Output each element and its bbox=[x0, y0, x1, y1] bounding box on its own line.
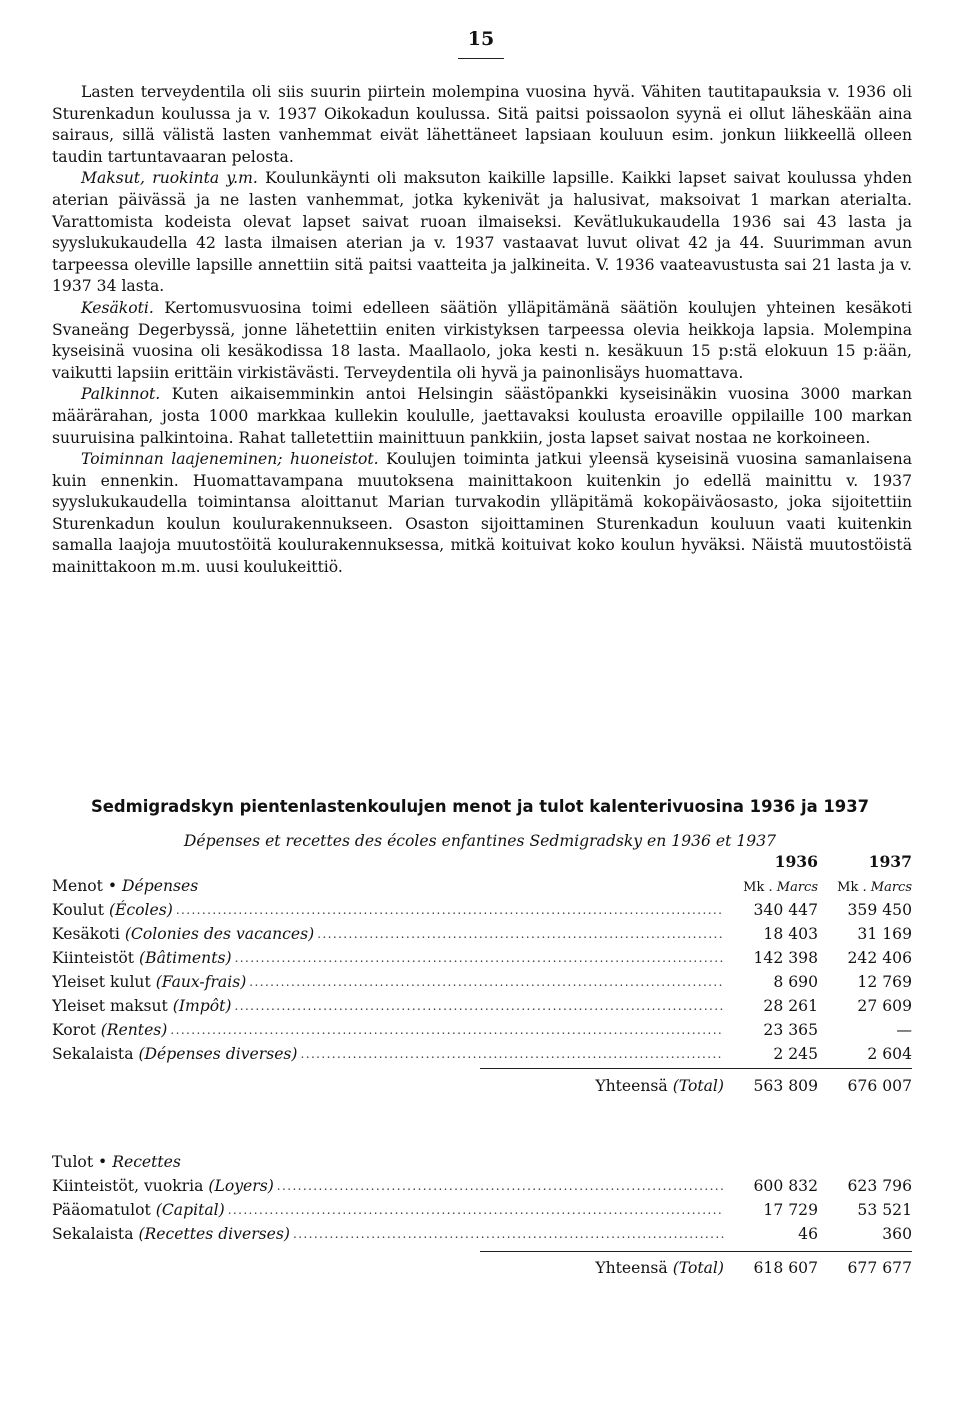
table-row: Kesäkoti (Colonies des vacances) ..... 18 403 31 169 bbox=[52, 922, 912, 946]
heading-fr: Recettes bbox=[112, 1153, 181, 1171]
dot-leader bbox=[314, 922, 724, 946]
income-table bbox=[52, 1150, 912, 1246]
paragraph-text: Lasten terveydentila oli siis suurin piirtein molempina vuosina hyvä. Vähiten tautitapauksia v. 1936 oli Sturenkadun koulussa ja v. 1937 Oikokadun koulussa. Sitä paitsi poissaolon syynä ei ollut läheskään aina sairaus, sillä välistä lasten vanhemmat eivät lähettäneet lapsiaan kouluun esim. jonkun liikkeellä olleen taudin tartuntavaaran pelosta. bbox=[52, 83, 912, 166]
dot-leader bbox=[173, 898, 724, 922]
value-1937: 53 521 bbox=[857, 1201, 912, 1219]
table-row: Koulut (Écoles) ..... 340 447 359 450 bbox=[52, 898, 912, 922]
total-row bbox=[52, 1074, 912, 1098]
total-1936: 618 607 bbox=[753, 1259, 818, 1277]
expenses-heading-row bbox=[52, 874, 912, 898]
paragraph-fees bbox=[52, 168, 912, 298]
dot-leader bbox=[274, 1174, 724, 1198]
table-row: Sekalaista (Dépenses diverses) ..... 2 245 2 604 bbox=[52, 1042, 912, 1066]
expenses-heading: Menot • Dépenses bbox=[52, 877, 199, 895]
value-1937: 27 609 bbox=[857, 997, 912, 1015]
total-row bbox=[52, 1256, 912, 1280]
body-text bbox=[52, 82, 912, 579]
value-1936: 2 245 bbox=[773, 1045, 818, 1063]
paragraph-text: Koulunkäynti oli maksuton kaikille lapsille. Kaikki lapset saivat koulussa yhden aterian päivässä ja ne lasten vanhemmat, jotka kykenivät ja halusivat, maksoivat 1 markan aterialta. Varattomista kodeista olevat lapset saivat ruoan ilmaiseksi. Kevätlukukaudella 1936 sai 43 lasta ja syyslukukaudella 42 lasta ilmaisen aterian ja v. 1937 vastaavat luvut olivat 42 ja 44. Suurimman avun tarpeessa oleville lapsille annettiin sitä paitsi vaatteita ja jalkineita. V. 1936 vaateavustusta sai 21 lasta ja v. 1937 34 lasta. bbox=[52, 169, 912, 296]
table-row: Kiinteistöt, vuokria (Loyers) ..... 600 832 623 796 bbox=[52, 1174, 912, 1198]
table-title: Sedmigradskyn pientenlastenkoulujen menot ja tulot kalenterivuosina 1936 ja 1937 bbox=[90, 797, 870, 816]
income-total bbox=[52, 1256, 912, 1280]
value-1936: 18 403 bbox=[763, 925, 818, 943]
paragraph-summer-home bbox=[52, 298, 912, 384]
income-heading-row bbox=[52, 1150, 912, 1174]
paragraph-prizes bbox=[52, 384, 912, 449]
value-1937: 360 bbox=[882, 1225, 912, 1243]
paragraph-lead: Maksut, ruokinta y.m. bbox=[81, 169, 258, 188]
dot-leader bbox=[232, 946, 724, 970]
value-1936: 8 690 bbox=[773, 973, 818, 991]
total-rule bbox=[480, 1251, 912, 1252]
paragraph-health bbox=[52, 82, 912, 168]
paragraph-lead: Toiminnan laajeneminen; huoneistot. bbox=[81, 450, 379, 469]
paragraph-expansion bbox=[52, 449, 912, 579]
page-number: 15 bbox=[458, 28, 504, 59]
table-subtitle: Dépenses et recettes des écoles enfantines Sedmigradsky en 1936 et 1937 bbox=[183, 832, 777, 850]
dot-leader bbox=[232, 994, 724, 1018]
value-1936: 17 729 bbox=[763, 1201, 818, 1219]
value-1937: — bbox=[896, 1021, 912, 1039]
table-row: Korot (Rentes) ..... 23 365 — bbox=[52, 1018, 912, 1042]
dot-leader bbox=[246, 970, 724, 994]
total-1937: 677 677 bbox=[847, 1259, 912, 1277]
value-1936: 23 365 bbox=[763, 1021, 818, 1039]
table-row: Yleiset kulut (Faux-frais) ..... 8 690 12 769 bbox=[52, 970, 912, 994]
value-1937: 359 450 bbox=[847, 901, 912, 919]
year-header-row bbox=[52, 850, 912, 874]
value-1936: 142 398 bbox=[753, 949, 818, 967]
total-label: Yhteensä (Total) bbox=[595, 1259, 724, 1277]
total-rule bbox=[480, 1068, 912, 1069]
income-heading: Tulot • Recettes bbox=[52, 1153, 181, 1171]
table-row: Sekalaista (Recettes diverses) ..... 46 360 bbox=[52, 1222, 912, 1246]
value-1936: 600 832 bbox=[753, 1177, 818, 1195]
value-1936: 28 261 bbox=[763, 997, 818, 1015]
currency-1937: Mk . Marcs bbox=[837, 880, 912, 895]
dot-leader bbox=[298, 1042, 724, 1066]
paragraph-lead: Kesäkoti. bbox=[81, 298, 154, 317]
total-1937: 676 007 bbox=[847, 1077, 912, 1095]
value-1936: 46 bbox=[798, 1225, 818, 1243]
expenses-table bbox=[52, 850, 912, 1066]
heading-fi: Tulot bbox=[52, 1153, 94, 1171]
paragraph-lead: Palkinnot. bbox=[81, 385, 161, 404]
total-label: Yhteensä (Total) bbox=[595, 1077, 724, 1095]
table-row: Pääomatulot (Capital) ..... 17 729 53 521 bbox=[52, 1198, 912, 1222]
value-1937: 623 796 bbox=[847, 1177, 912, 1195]
dot-leader bbox=[167, 1018, 724, 1042]
paragraph-text: Koulujen toiminta jatkui yleensä kyseisinä vuosina samanlaisena kuin ennenkin. Huomattavampana muutoksena mainittakoon kuitenkin jo edellä mainittu v. 1937 syyslukukaudella toimintansa aloittanut Marian turvakodin ylläpitämä kokopäiväosasto, joka sijoitettiin Sturenkadun koulun koulurakennukseen. Osaston sijoittaminen Sturenkadun kouluun vaati kuitenkin samalla laajoja muutostöitä koulurakennuksessa, mitkä koituivat koko koulun hyväksi. Näistä muutostöistä mainittakoon m.m. uusi koulukeittiö. bbox=[52, 450, 912, 577]
paragraph-text: Kertomusvuosina toimi edelleen säätiön ylläpitämänä säätiön koulujen yhteinen kesäkoti Svaneäng Degerbyssä, jonne lähetettiin eniten virkistyksen tarpeessa olevia heikkoja lapsia. Molempina kyseisinä vuosina oli kesäkodissa 18 lasta. Maallaolo, joka kesti n. kesäkuun 15 p:stä elokuun 15 p:ään, vaikutti lapsiin erittäin virkistävästi. Terveydentila oli hyvä ja painonlisäys huomattava. bbox=[52, 298, 912, 382]
year-1936: 1936 bbox=[774, 852, 818, 871]
table-row: Yleiset maksut (Impôt) ..... 28 261 27 609 bbox=[52, 994, 912, 1018]
heading-fr: Dépenses bbox=[122, 877, 199, 895]
value-1937: 242 406 bbox=[847, 949, 912, 967]
value-1937: 12 769 bbox=[857, 973, 912, 991]
paragraph-text: Kuten aikaisemminkin antoi Helsingin säästöpankki kyseisinäkin vuosina 3000 markan määrärahan, josta 1000 markkaa kullekin koululle, jaettavaksi koulusta eroaville oppilaille 100 markan suuruisina palkintoina. Rahat talletettiin mainittuun pankkiin, josta lapset saivat nostaa ne korkoineen. bbox=[52, 385, 912, 447]
expenses-total bbox=[52, 1074, 912, 1098]
dot-leader bbox=[290, 1222, 724, 1246]
value-1937: 31 169 bbox=[857, 925, 912, 943]
currency-1936: Mk . Marcs bbox=[743, 880, 818, 895]
value-1937: 2 604 bbox=[867, 1045, 912, 1063]
total-1936: 563 809 bbox=[753, 1077, 818, 1095]
value-1936: 340 447 bbox=[753, 901, 818, 919]
year-1937: 1937 bbox=[868, 852, 912, 871]
table-row: Kiinteistöt (Bâtiments) ..... 142 398 242 406 bbox=[52, 946, 912, 970]
dot-leader bbox=[225, 1198, 724, 1222]
heading-fi: Menot bbox=[52, 877, 103, 895]
